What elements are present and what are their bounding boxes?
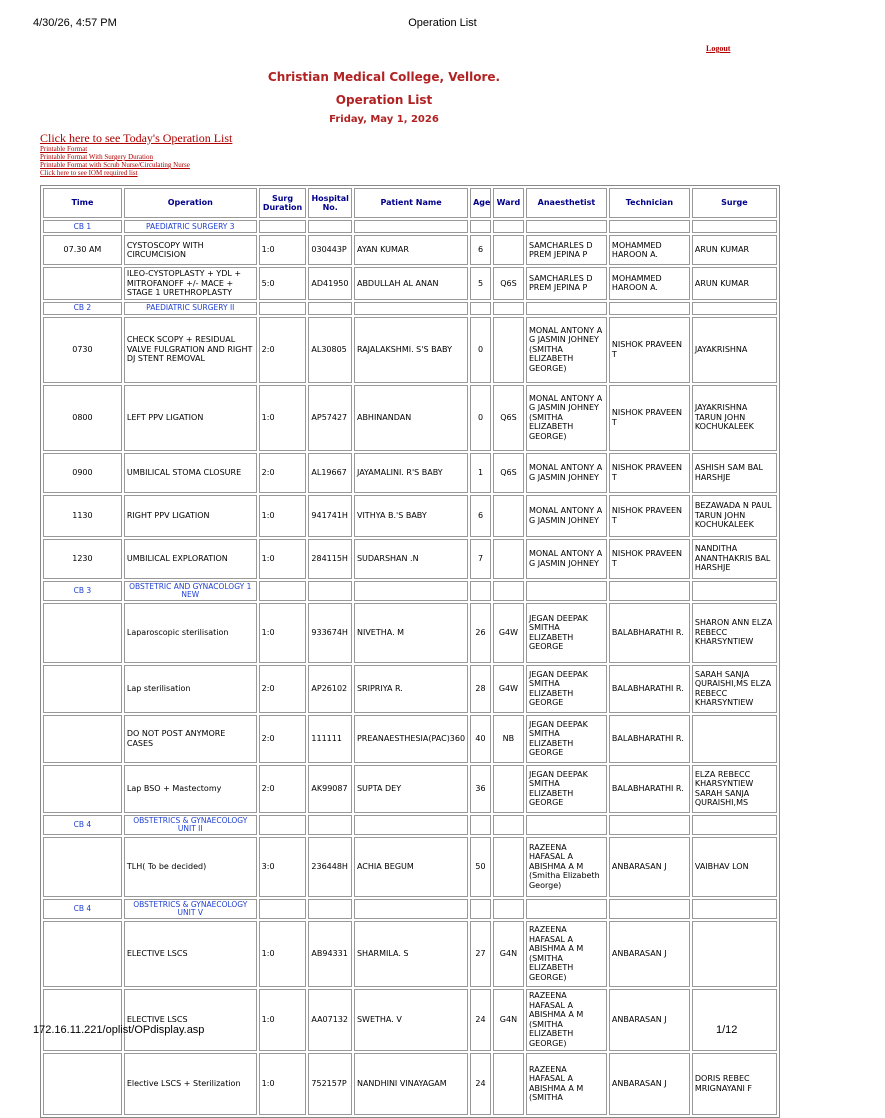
col-patient-name: Patient Name — [354, 188, 468, 218]
cell-op: UMBILICAL STOMA CLOSURE — [124, 453, 257, 493]
cell-op: Laparoscopic sterilisation — [124, 603, 257, 663]
cell-age: 28 — [470, 665, 491, 713]
operation-table — [40, 185, 780, 1118]
cell-op: Lap sterilisation — [124, 665, 257, 713]
print-page-number: 1/12 — [716, 1024, 738, 1036]
cell-tech: MOHAMMED HAROON A. — [609, 267, 690, 300]
cell-dur: 1:0 — [259, 235, 307, 265]
cell-age: 6 — [470, 235, 491, 265]
unit-name: OBSTETRICS & GYNAECOLOGY UNIT V — [124, 899, 257, 919]
cell-patient: JAYAMALINI. R'S BABY — [354, 453, 468, 493]
cell-age: 1 — [470, 453, 491, 493]
empty-cell — [609, 815, 690, 835]
cell-hosp: 933674H — [308, 603, 352, 663]
empty-cell — [493, 220, 524, 233]
cell-tech: BALABHARATHI R. — [609, 665, 690, 713]
empty-cell — [692, 581, 777, 601]
operation-row — [43, 765, 777, 813]
empty-cell — [526, 815, 607, 835]
unit-name: OBSTETRIC AND GYNACOLOGY 1 NEW — [124, 581, 257, 601]
cell-hosp: AL19667 — [308, 453, 352, 493]
cell-anaes: MONAL ANTONY A G JASMIN JOHNEY — [526, 453, 607, 493]
empty-cell — [609, 581, 690, 601]
iom-required-link[interactable]: Click here to see IOM required list — [40, 169, 138, 177]
cell-time: 0900 — [43, 453, 122, 493]
cell-tech: ANBARASAN J — [609, 837, 690, 897]
cell-dur: 3:0 — [259, 837, 307, 897]
empty-cell — [259, 899, 307, 919]
page-title: Operation List — [335, 93, 433, 107]
cell-patient: RAJALAKSHMI. S'S BABY — [354, 317, 468, 383]
cell-op: ELECTIVE LSCS — [124, 921, 257, 987]
empty-cell — [493, 581, 524, 601]
cell-tech: NISHOK PRAVEEN T — [609, 385, 690, 451]
cell-anaes: RAZEENA HAFASAL A ABISHMA A M (SMITHA — [526, 1053, 607, 1115]
operation-table-body — [43, 220, 777, 1115]
cell-anaes: RAZEENA HAFASAL A ABISHMA A M (SMITHA ELIZABETH GEORGE) — [526, 989, 607, 1051]
cell-tech: BALABHARATHI R. — [609, 715, 690, 763]
cell-hosp: AA07132 — [308, 989, 352, 1051]
empty-cell — [470, 581, 491, 601]
cell-ward: G4W — [493, 603, 524, 663]
cell-ward — [493, 765, 524, 813]
cell-op: DO NOT POST ANYMORE CASES — [124, 715, 257, 763]
cell-tech: ANBARASAN J — [609, 921, 690, 987]
cell-anaes: RAZEENA HAFASAL A ABISHMA A M (SMITHA ELIZABETH GEORGE) — [526, 921, 607, 987]
cell-tech: BALABHARATHI R. — [609, 765, 690, 813]
cell-hosp: 236448H — [308, 837, 352, 897]
operation-row — [43, 385, 777, 451]
cell-hosp: AB94331 — [308, 921, 352, 987]
empty-cell — [308, 815, 352, 835]
unit-header-row — [43, 302, 777, 315]
cell-time: 1230 — [43, 539, 122, 579]
empty-cell — [692, 302, 777, 315]
cell-op: LEFT PPV LIGATION — [124, 385, 257, 451]
cell-tech: ANBARASAN J — [609, 1053, 690, 1115]
cell-age: 7 — [470, 539, 491, 579]
empty-cell — [308, 220, 352, 233]
cell-patient: NIVETHA. M — [354, 603, 468, 663]
cell-dur: 1:0 — [259, 921, 307, 987]
cell-surg — [692, 715, 777, 763]
empty-cell — [526, 581, 607, 601]
operation-row — [43, 989, 777, 1051]
cell-dur: 2:0 — [259, 715, 307, 763]
cell-surg: ASHISH SAM BAL HARSHJE — [692, 453, 777, 493]
cell-ward — [493, 837, 524, 897]
col-hospital-no: Hospital No. — [308, 188, 352, 218]
operation-row — [43, 603, 777, 663]
cell-surg — [692, 989, 777, 1051]
empty-cell — [308, 302, 352, 315]
operation-row — [43, 1053, 777, 1115]
cell-op: ELECTIVE LSCS — [124, 989, 257, 1051]
col-surgeon: Surge — [692, 188, 777, 218]
logout-link[interactable]: Logout — [706, 44, 731, 53]
cell-time: 0730 — [43, 317, 122, 383]
cb-label: CB 1 — [43, 220, 122, 233]
cell-tech: MOHAMMED HAROON A. — [609, 235, 690, 265]
empty-cell — [526, 302, 607, 315]
cell-patient: PREANAESTHESIA(PAC)360 — [354, 715, 468, 763]
cell-anaes: JEGAN DEEPAK SMITHA ELIZABETH GEORGE — [526, 765, 607, 813]
unit-header-row — [43, 220, 777, 233]
cell-ward: Q6S — [493, 453, 524, 493]
cell-patient: VITHYA B.'S BABY — [354, 495, 468, 537]
cell-surg: JAYAKRISHNA TARUN JOHN KOCHUKALEEK — [692, 385, 777, 451]
cell-age: 24 — [470, 1053, 491, 1115]
cell-dur: 5:0 — [259, 267, 307, 300]
cell-ward — [493, 317, 524, 383]
cell-patient: SHARMILA. S — [354, 921, 468, 987]
cell-hosp: AP26102 — [308, 665, 352, 713]
cell-dur: 1:0 — [259, 603, 307, 663]
operation-row — [43, 453, 777, 493]
cell-surg: ARUN KUMAR — [692, 267, 777, 300]
cell-anaes: MONAL ANTONY A G JASMIN JOHNEY — [526, 539, 607, 579]
cell-op: Lap BSO + Mastectomy — [124, 765, 257, 813]
cell-time — [43, 921, 122, 987]
cb-label: CB 4 — [43, 815, 122, 835]
cell-time: 0800 — [43, 385, 122, 451]
empty-cell — [692, 899, 777, 919]
cell-dur: 1:0 — [259, 385, 307, 451]
cell-patient: SWETHA. V — [354, 989, 468, 1051]
operation-row — [43, 495, 777, 537]
col-ward: Ward — [493, 188, 524, 218]
cell-age: 6 — [470, 495, 491, 537]
cell-op: ILEO-CYSTOPLASTY + YDL + MITROFANOFF +/- MACE + STAGE 1 URETHROPLASTY — [124, 267, 257, 300]
operation-row — [43, 665, 777, 713]
cb-label: CB 2 — [43, 302, 122, 315]
cell-hosp: 111111 — [308, 715, 352, 763]
operation-row — [43, 921, 777, 987]
cell-ward — [493, 539, 524, 579]
cell-time — [43, 267, 122, 300]
operation-row — [43, 267, 777, 300]
empty-cell — [493, 815, 524, 835]
cell-tech: NISHOK PRAVEEN T — [609, 495, 690, 537]
col-anaesthetist: Anaesthetist — [526, 188, 607, 218]
empty-cell — [470, 899, 491, 919]
operation-row — [43, 539, 777, 579]
printable-surgery-duration-link[interactable]: Printable Format With Surgery Duration — [40, 153, 154, 161]
cell-hosp: 752157P — [308, 1053, 352, 1115]
cell-hosp: 030443P — [308, 235, 352, 265]
col-operation: Operation — [124, 188, 257, 218]
cell-time: 07.30 AM — [43, 235, 122, 265]
cell-op: UMBILICAL EXPLORATION — [124, 539, 257, 579]
cell-tech: BALABHARATHI R. — [609, 603, 690, 663]
cell-dur: 1:0 — [259, 495, 307, 537]
printable-format-link[interactable]: Printable Format — [40, 145, 88, 153]
cell-hosp: AP57427 — [308, 385, 352, 451]
cell-hosp: AK99087 — [308, 765, 352, 813]
unit-name: OBSTETRICS & GYNAECOLOGY UNIT II — [124, 815, 257, 835]
cell-age: 0 — [470, 385, 491, 451]
cell-ward: G4W — [493, 665, 524, 713]
cell-anaes: MONAL ANTONY A G JASMIN JOHNEY (SMITHA ELIZABETH GEORGE) — [526, 317, 607, 383]
cell-age: 40 — [470, 715, 491, 763]
cell-hosp: 941741H — [308, 495, 352, 537]
cell-patient: ABDULLAH AL ANAN — [354, 267, 468, 300]
empty-cell — [354, 302, 468, 315]
cell-ward: Q6S — [493, 267, 524, 300]
empty-cell — [526, 220, 607, 233]
cell-ward: Q6S — [493, 385, 524, 451]
cell-ward: G4N — [493, 989, 524, 1051]
cell-hosp: AL30805 — [308, 317, 352, 383]
cell-age: 27 — [470, 921, 491, 987]
cell-time — [43, 989, 122, 1051]
unit-name: PAEDIATRIC SURGERY II — [124, 302, 257, 315]
college-name: Christian Medical College, Vellore. — [267, 70, 501, 84]
cell-ward — [493, 1053, 524, 1115]
empty-cell — [354, 220, 468, 233]
cell-patient: ABHINANDAN — [354, 385, 468, 451]
empty-cell — [354, 899, 468, 919]
empty-cell — [493, 302, 524, 315]
operation-row — [43, 715, 777, 763]
cell-surg: NANDITHA ANANTHAKRIS BAL HARSHJE — [692, 539, 777, 579]
empty-cell — [526, 899, 607, 919]
cb-label: CB 3 — [43, 581, 122, 601]
col-age: Age — [470, 188, 491, 218]
empty-cell — [470, 220, 491, 233]
cell-patient: AYAN KUMAR — [354, 235, 468, 265]
cell-patient: ACHIA BEGUM — [354, 837, 468, 897]
cell-time — [43, 765, 122, 813]
cell-surg: VAIBHAV LON — [692, 837, 777, 897]
empty-cell — [609, 302, 690, 315]
cell-anaes: SAMCHARLES D PREM JEPINA P — [526, 267, 607, 300]
empty-cell — [609, 899, 690, 919]
cell-ward — [493, 495, 524, 537]
cb-label: CB 4 — [43, 899, 122, 919]
empty-cell — [259, 581, 307, 601]
empty-cell — [259, 220, 307, 233]
empty-cell — [470, 815, 491, 835]
cell-tech: NISHOK PRAVEEN T — [609, 317, 690, 383]
empty-cell — [308, 581, 352, 601]
cell-tech: NISHOK PRAVEEN T — [609, 453, 690, 493]
cell-age: 50 — [470, 837, 491, 897]
operation-row — [43, 317, 777, 383]
cell-time — [43, 665, 122, 713]
cell-surg — [692, 921, 777, 987]
empty-cell — [470, 302, 491, 315]
cell-dur: 1:0 — [259, 989, 307, 1051]
cell-tech: ANBARASAN J — [609, 989, 690, 1051]
printable-scrub-nurse-link[interactable]: Printable Format with Scrub Nurse/Circulating Nurse — [40, 161, 190, 169]
cell-tech: NISHOK PRAVEEN T — [609, 539, 690, 579]
cell-time: 1130 — [43, 495, 122, 537]
cell-anaes: MONAL ANTONY A G JASMIN JOHNEY (SMITHA ELIZABETH GEORGE) — [526, 385, 607, 451]
cell-dur: 2:0 — [259, 317, 307, 383]
print-url: 172.16.11.221/oplist/OPdisplay.asp — [33, 1024, 205, 1036]
todays-list-link[interactable]: Click here to see Today's Operation List — [40, 131, 233, 145]
cell-anaes: JEGAN DEEPAK SMITHA ELIZABETH GEORGE — [526, 715, 607, 763]
cell-age: 5 — [470, 267, 491, 300]
cell-ward: NB — [493, 715, 524, 763]
empty-cell — [259, 815, 307, 835]
cell-surg: SARAH SANJA QURAISHI,MS ELZA REBECC KHARSYNTIEW — [692, 665, 777, 713]
cell-dur: 2:0 — [259, 765, 307, 813]
cell-age: 24 — [470, 989, 491, 1051]
cell-anaes: JEGAN DEEPAK SMITHA ELIZABETH GEORGE — [526, 665, 607, 713]
cell-ward — [493, 235, 524, 265]
unit-name: PAEDIATRIC SURGERY 3 — [124, 220, 257, 233]
cell-anaes: SAMCHARLES D PREM JEPINA P — [526, 235, 607, 265]
empty-cell — [354, 581, 468, 601]
cell-op: Elective LSCS + Sterilization — [124, 1053, 257, 1115]
cell-time — [43, 1053, 122, 1115]
cell-surg: ELZA REBECC KHARSYNTIEW SARAH SANJA QURAISHI,MS — [692, 765, 777, 813]
operation-row — [43, 235, 777, 265]
empty-cell — [259, 302, 307, 315]
unit-header-row — [43, 815, 777, 835]
empty-cell — [493, 899, 524, 919]
cell-ward: G4N — [493, 921, 524, 987]
operation-row — [43, 837, 777, 897]
unit-header-row — [43, 581, 777, 601]
unit-header-row — [43, 899, 777, 919]
cell-hosp: AD41950 — [308, 267, 352, 300]
cell-surg: SHARON ANN ELZA REBECC KHARSYNTIEW — [692, 603, 777, 663]
cell-dur: 1:0 — [259, 1053, 307, 1115]
cell-age: 36 — [470, 765, 491, 813]
cell-anaes: MONAL ANTONY A G JASMIN JOHNEY — [526, 495, 607, 537]
header-row — [43, 188, 777, 218]
empty-cell — [354, 815, 468, 835]
cell-age: 0 — [470, 317, 491, 383]
empty-cell — [692, 815, 777, 835]
col-technician: Technician — [609, 188, 690, 218]
cell-patient: SUPTA DEY — [354, 765, 468, 813]
cell-surg: JAYAKRISHNA — [692, 317, 777, 383]
cell-surg: BEZAWADA N PAUL TARUN JOHN KOCHUKALEEK — [692, 495, 777, 537]
empty-cell — [692, 220, 777, 233]
cell-op: CYSTOSCOPY WITH CIRCUMCISION — [124, 235, 257, 265]
print-title: Operation List — [408, 17, 477, 29]
cell-op: CHECK SCOPY + RESIDUAL VALVE FULGRATION AND RIGHT DJ STENT REMOVAL — [124, 317, 257, 383]
cell-time — [43, 837, 122, 897]
cell-patient: SUDARSHAN .N — [354, 539, 468, 579]
cell-anaes: RAZEENA HAFASAL A ABISHMA A M (Smitha Elizabeth George) — [526, 837, 607, 897]
cell-time — [43, 603, 122, 663]
col-surg-duration: Surg Duration — [259, 188, 307, 218]
cell-time — [43, 715, 122, 763]
cell-dur: 1:0 — [259, 539, 307, 579]
cell-patient: SRIPRIYA R. — [354, 665, 468, 713]
cell-dur: 2:0 — [259, 453, 307, 493]
cell-dur: 2:0 — [259, 665, 307, 713]
cell-surg: DORIS REBEC MRIGNAYANI F — [692, 1053, 777, 1115]
list-date: Friday, May 1, 2026 — [329, 114, 439, 125]
col-time: Time — [43, 188, 122, 218]
cell-surg: ARUN KUMAR — [692, 235, 777, 265]
cell-op: RIGHT PPV LIGATION — [124, 495, 257, 537]
empty-cell — [609, 220, 690, 233]
empty-cell — [308, 899, 352, 919]
cell-patient: NANDHINI VINAYAGAM — [354, 1053, 468, 1115]
cell-hosp: 284115H — [308, 539, 352, 579]
cell-age: 26 — [470, 603, 491, 663]
print-datetime: 4/30/26, 4:57 PM — [33, 17, 117, 29]
cell-anaes: JEGAN DEEPAK SMITHA ELIZABETH GEORGE — [526, 603, 607, 663]
link-list — [40, 131, 232, 177]
cell-op: TLH( To be decided) — [124, 837, 257, 897]
